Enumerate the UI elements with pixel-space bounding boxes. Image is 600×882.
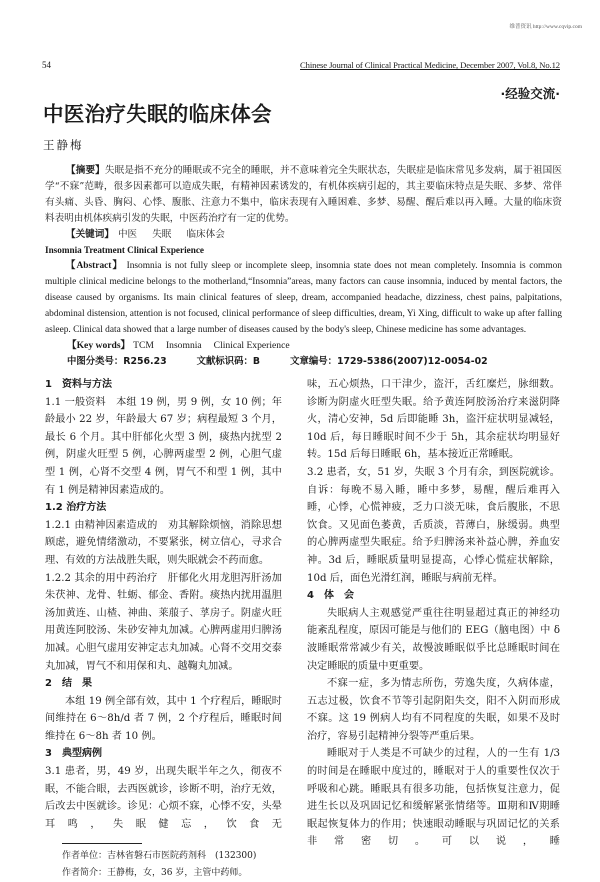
paragraph: 不寐一症，多为情志所伤，劳逸失度，久病体虚，五志过极，饮食不节等引起阴阳失交，阳不入阴而形成不寐。这 19 例病人均有不同程度的失眠，如果不及时治疗，容易引起精神分裂等严重后果。 — [307, 678, 560, 742]
left-column — [45, 376, 282, 882]
keywords-cn — [43, 227, 562, 243]
section-heading: 4 体 会 — [307, 590, 354, 602]
paragraph: 3.2 患者，女，51 岁，失眠 3 个月有余，到医院就诊。自诉：每晚不易入睡，睡中多梦，易醒，醒后难再入睡，心悸，心慌神疲，乏力口淡无味，食后腹胀，不思饮食。又见面色萎黄，舌质淡，苔薄白，脉缓弱。典型的心脾两虚型失眠症。给予归脾汤来补益心脾，养血安神。3d 后，睡眠质量明显提高，心悸心慌症状解除，10d 后，面色光滑红润，睡眠与病前无样。 — [307, 466, 560, 584]
abstract-cn-label: 【摘要】 — [66, 165, 105, 176]
article-title: 中医治疗失眠的临床体会 — [43, 102, 272, 126]
keywords-cn-label: 【关键词】 — [66, 229, 114, 240]
article-body — [43, 101, 562, 882]
keyword: Clinical Experience — [213, 340, 290, 351]
paragraph: 1.2.1 由精神因素造成的 劝其解除烦恼，消除思想顾虑，避免情绪激动，不要紧张，树立信心，寻求合理、有效的方法战胜失眠，则失眠就会不药而愈。 — [45, 519, 282, 566]
abstract-cn-text: 失眠是指不充分的睡眠或不完全的睡眠，并不意味着完全失眠状态，失眠症是临床常见多发病，属于祖国医学“不寐”范畴，很多因素都可以造成失眠，有精神因素诱发的，有机体疾病引起的，其主要临床特点是失眠、多梦、常伴有头痛、头昏、胸闷、心悸、腹胀、注意力不集中，临床表现有入睡困难、多梦、易醒、醒后难以再入睡。大量的临床资料表明由机体疾病引发的失眠，中医药治疗有一定的优势。 — [45, 165, 563, 224]
paragraph: 味，五心烦热，口干津少，盗汗，舌红糜烂，脉细数。诊断为阴虚火旺型失眠。给予黄连阿胶汤治疗来滋阴降火，清心安神，5d 后即能睡 3h，盗汗症状明显减轻，10d 后，每日睡眠时间不少于 5h，其余症状均明显好转。15d 后每日睡眠 6h，基本接近正常睡眠。 — [307, 379, 560, 461]
author: 王静梅 — [43, 138, 84, 152]
journal-header: Chinese Journal of Clinical Practical Medicine, December 2007, Vol.8, No.12 — [300, 60, 560, 70]
keywords-cn-value: 中医 失眠 临床体会 — [117, 229, 225, 240]
abstract-en-label: 【Abstract】 — [66, 261, 124, 271]
keyword: TCM — [133, 340, 154, 351]
abstract-en — [43, 258, 562, 338]
section-heading: 1 资料与方法 — [45, 379, 112, 390]
paragraph: 3.1 患者，男，49 岁，出现失眠半年之久，彻夜不眠，不能合眼，去西医就诊，诊断不明，治疗无效，后改去中医就诊。诊见：心烦不寐，心悸不安，头晕耳鸣，失眠健忘，饮食无 — [45, 766, 282, 830]
keywords-en — [43, 338, 562, 354]
page-number: 54 — [42, 60, 51, 70]
watermark: 维普资讯 http://www.cqvip.com — [509, 24, 582, 30]
paragraph: 失眠病人主观感觉严重往往明显超过真正的神经功能紊乱程度，原因可能是与他们的 EEG（脑电图）中 δ 波睡眠常常减少有关，故慢波睡眠似乎比总睡眠时间在决定睡眠的质量中更重要。 — [307, 607, 560, 672]
footnote-bio: 作者简介：王静梅，女，36 岁，主管中药师。 — [62, 868, 248, 879]
paragraph: 本组 19 例全部有效，其中 1 个疗程后，睡眠时间维持在 6～8h/d 者 7 例，2 个疗程后，睡眠时间维持在 6～8h 者 10 例。 — [45, 695, 282, 742]
keyword: Insomnia — [165, 340, 202, 351]
document-code: 文献标识码：B — [196, 356, 261, 367]
classification-line — [43, 354, 562, 370]
paragraph: 1.2.2 其余的用中药治疗 肝郁化火用龙胆泻肝汤加朱茯神、龙骨、牡蛎、郁金、香附。痰热内扰用温胆汤加黄连、山楂、神曲、莱菔子、莩房子。阴虚火旺用黄连阿胶汤、朱砂安神丸加减。心脾两虚用归脾汤加减。心胆气虚用安神定志丸加减。心肾不交用交泰丸加减，胃气不和用保和丸、越鞠丸加减。 — [45, 572, 282, 672]
english-title: Insomnia Treatment Clinical Experience — [45, 245, 204, 255]
abstract-cn — [43, 163, 562, 227]
abstract-en-text: Insomnia is not fully sleep or incomplete sleep, insomnia state does not mean completely. Insomnia is common multiple clinical medicine belongs to the motherland,“Insomnia”areas, many factors can cause insomnia, induced by mental factors, the disease caused by organisms. Its main clinical features of sleep, dream, accompanied headache, dizziness, chest pains, palpitations, abdominal distension, attention is not focused, clinical performance of sleep difficulties, dream, Yi Xing, difficult to wake up after falling asleep. Clinical data showed that a large number of diseases caused by the body's sleep, Chinese medicine has some advantages. — [45, 261, 562, 335]
paragraph: 1.1 一般资料 本组 19 例，男 9 例，女 10 例；年龄最小 22 岁，年龄最大 67 岁；病程最短 3 个月，最长 6 个月。其中肝郁化火型 3 例，痰热内扰型 2 例，阴虚火旺型 5 例，心脾两虚型 2 例，心胆气虚型 1 例，心肾不交型 4 例，胃气不和型 1 例，其中有 1 例是精神因素造成的。 — [45, 396, 282, 496]
footnote-divider — [62, 843, 142, 844]
clc-number: 中图分类号：R256.23 — [67, 356, 167, 367]
footnote-affiliation: 作者单位：吉林省磐石市医院药剂科 (132300) — [62, 851, 257, 862]
right-column — [307, 376, 560, 882]
section-heading: 2 结 果 — [45, 678, 92, 690]
article-id: 文章编号：1729-5386(2007)12-0054-02 — [290, 356, 488, 367]
two-column-body — [43, 376, 562, 882]
section-heading: 1.2 治疗方法 — [45, 502, 107, 514]
section-heading: 3 典型病例 — [45, 748, 102, 760]
keywords-en-label: 【Key words】 — [67, 340, 131, 351]
column-tag: ·经验交流· — [500, 86, 560, 101]
paragraph: 睡眠对于人类是不可缺少的过程，人的一生有 1/3 的时间是在睡眠中度过的，睡眠对于人的重要性仅次于呼吸和心跳。睡眠具有很多功能，包括恢复注意力，促进生长以及巩固记忆和缓解紧张情绪等。Ⅲ期和Ⅳ期睡眠起恢复体力的作用；快速眼动睡眠与巩固记忆的关系非常密切。可以说，睡 — [307, 748, 560, 848]
